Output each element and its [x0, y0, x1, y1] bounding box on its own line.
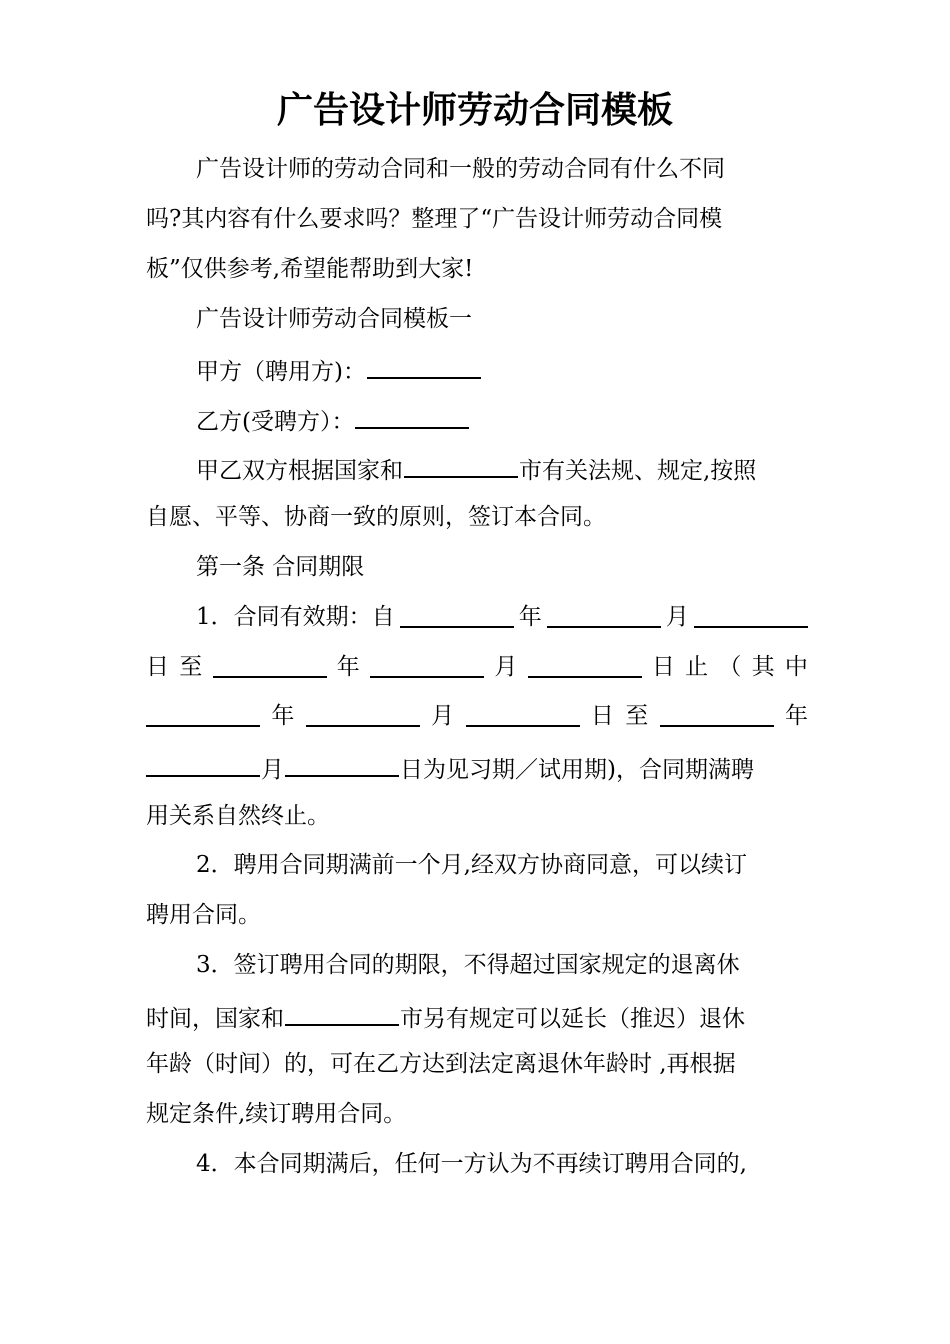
term3-text: 市另有规定可以延长（推迟）退休 [400, 1006, 745, 1032]
document-title: 广告设计师劳动合同模板 [276, 89, 673, 131]
term1-text: 年 [271, 703, 295, 729]
term3-line-2 [146, 1000, 808, 1034]
term1-text: 1．合同有效期：自 [196, 604, 395, 630]
term1-text: 年 [785, 703, 808, 729]
term3-line-3: 年龄（时间）的，可在乙方达到法定离退休年龄时 ,再根据 [146, 1051, 736, 1077]
date-blank [285, 751, 399, 777]
preamble-line-2: 自愿、平等、协商一致的原则，签订本合同。 [146, 504, 606, 530]
date-blank [146, 701, 260, 727]
term1-text: 月 [494, 654, 518, 680]
city-blank [404, 452, 518, 478]
party-a-label: 甲方（聘用方)： [196, 359, 366, 385]
term1-text: 止 [685, 654, 709, 680]
date-blank [694, 602, 808, 628]
intro-line-1: 广告设计师的劳动合同和一般的劳动合同有什么不同 [196, 156, 725, 182]
term1-line-4 [146, 751, 808, 785]
intro-line-3: 板”仅供参考,希望能帮助到大家! [146, 256, 474, 282]
term1-text: 日 [146, 654, 169, 680]
party-b-blank [355, 403, 469, 429]
date-blank [213, 652, 327, 678]
term1-line-1 [196, 602, 808, 632]
term3-line-4: 规定条件,续订聘用合同。 [146, 1101, 407, 1127]
term4-line-1: 4．本合同期满后，任何一方认为不再续订聘用合同的, [196, 1151, 747, 1177]
term1-line-5: 用关系自然终止。 [146, 803, 330, 829]
preamble-text-b: 市有关法规、规定,按照 [519, 458, 757, 484]
date-blank [547, 602, 661, 628]
term1-text: 月 [665, 604, 689, 630]
date-blank [466, 701, 580, 727]
date-blank [660, 701, 774, 727]
date-blank [528, 652, 642, 678]
date-blank [400, 602, 514, 628]
party-a-line [196, 353, 808, 387]
term1-text: 月 [431, 703, 455, 729]
term3-text: 时间，国家和 [146, 1006, 284, 1032]
city-blank [285, 1000, 399, 1026]
term1-text: 至 [625, 703, 649, 729]
intro-line-2: 吗?其内容有什么要求吗？整理了“广告设计师劳动合同模 [146, 206, 723, 232]
term1-text: 至 [179, 654, 203, 680]
term1-text: 日 [651, 654, 675, 680]
date-blank [370, 652, 484, 678]
template-subtitle: 广告设计师劳动合同模板一 [196, 306, 472, 332]
date-blank [146, 751, 260, 777]
term1-text: （ [718, 654, 742, 680]
term1-text: 日 [590, 703, 614, 729]
term1-line-3 [146, 701, 808, 731]
preamble-line-1 [196, 452, 808, 486]
party-b-line [196, 403, 808, 437]
term1-text: 其 [751, 654, 775, 680]
term1-text: 日为见习期／试用期)，合同期满聘 [400, 757, 754, 783]
term1-text: 年 [518, 604, 542, 630]
date-blank [306, 701, 420, 727]
term1-text: 月 [261, 757, 284, 783]
term2-line-1: 2．聘用合同期满前一个月,经双方协商同意，可以续订 [196, 852, 747, 878]
term1-text: 中 [784, 654, 808, 680]
preamble-text-a: 甲乙双方根据国家和 [196, 458, 403, 484]
article-1-heading: 第一条 合同期限 [196, 554, 365, 580]
term1-line-2 [146, 652, 808, 682]
term1-text: 年 [336, 654, 360, 680]
term2-line-2: 聘用合同。 [146, 902, 261, 928]
party-b-label: 乙方(受聘方）： [196, 409, 355, 435]
term3-line-1: 3．签订聘用合同的期限，不得超过国家规定的退离休 [196, 952, 740, 978]
party-a-blank [367, 353, 481, 379]
